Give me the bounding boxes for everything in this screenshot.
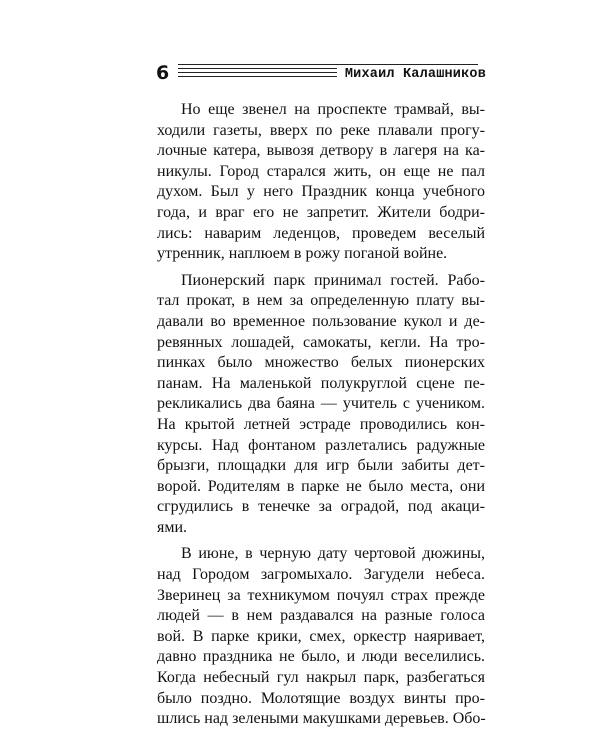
paragraph bbox=[157, 100, 485, 265]
text-line: над Городом загромыхало. Загудели небеса. bbox=[157, 566, 485, 584]
page-number: 6 bbox=[156, 62, 169, 84]
text-line: тал прокат, в нем за определенную плату вы- bbox=[157, 292, 485, 310]
text-line: никулы. Город старался жить, он еще не пал bbox=[157, 162, 485, 180]
text-line: шлись над зелеными макушками деревьев. Обо- bbox=[157, 710, 486, 728]
text-line: брызги, площадки для игр были забиты дет- bbox=[157, 457, 485, 475]
paragraph bbox=[157, 544, 485, 729]
text-line: было поздно. Молотящие воздух винты про- bbox=[157, 689, 485, 707]
text-line: года, и враг его не запретит. Жители бодри- bbox=[157, 203, 485, 221]
text-line: давали во временное пользование кукол и де- bbox=[157, 312, 485, 330]
text-line: На крытой летней эстраде проводились кон- bbox=[157, 415, 485, 433]
text-line: вой. В парке крики, смех, оркестр наяривает, bbox=[157, 627, 485, 645]
text-line: духом. Был у него Праздник конца учебного bbox=[157, 183, 485, 201]
text-line: ями. bbox=[157, 518, 188, 536]
text-line: ревянных лошадей, самокаты, кегли. На тро- bbox=[157, 333, 485, 351]
paragraph bbox=[157, 271, 485, 539]
text-line: давно праздника не было, и люди веселились. bbox=[157, 648, 485, 666]
text-line: Зверинец за техникумом почуял страх прежде bbox=[157, 586, 485, 604]
text-line: утренник, наплюем в рожу поганой войне. bbox=[157, 245, 448, 263]
page-header bbox=[156, 60, 486, 92]
body-text bbox=[157, 100, 485, 730]
text-line: рекликались два баяна — учитель с учеником. bbox=[157, 395, 485, 413]
text-line: людей — в нем раздавался на разные голоса bbox=[157, 607, 485, 625]
text-line: В июне, в черную дату чертовой дюжины, bbox=[181, 545, 485, 563]
text-line: сгрудились в тенечке за оградой, под акаци- bbox=[157, 498, 485, 516]
text-line: лочные катера, вывозя детвору в лагеря на ка- bbox=[157, 142, 485, 160]
text-line: лись: наварим леденцов, проведем веселый bbox=[157, 224, 485, 242]
text-line: Когда небесный гул накрыл парк, разбегаться bbox=[157, 669, 485, 687]
text-line: панам. На маленькой полукруглой сцене пе- bbox=[157, 374, 485, 392]
running-title: Михаил Калашников bbox=[337, 67, 486, 82]
text-line: ходили газеты, вверх по реке плавали прогу- bbox=[157, 121, 485, 139]
text-line: курсы. Над фонтаном разлетались радужные bbox=[157, 436, 485, 454]
rule-line bbox=[178, 64, 478, 65]
text-line: ворой. Родителям в парке не было места, они bbox=[157, 477, 485, 495]
text-line: Но еще звенел на проспекте трамвай, вы- bbox=[181, 101, 485, 118]
text-line: Пионерский парк принимал гостей. Рабо- bbox=[181, 271, 485, 289]
text-line: пинках было множество белых пионерских bbox=[157, 354, 485, 372]
